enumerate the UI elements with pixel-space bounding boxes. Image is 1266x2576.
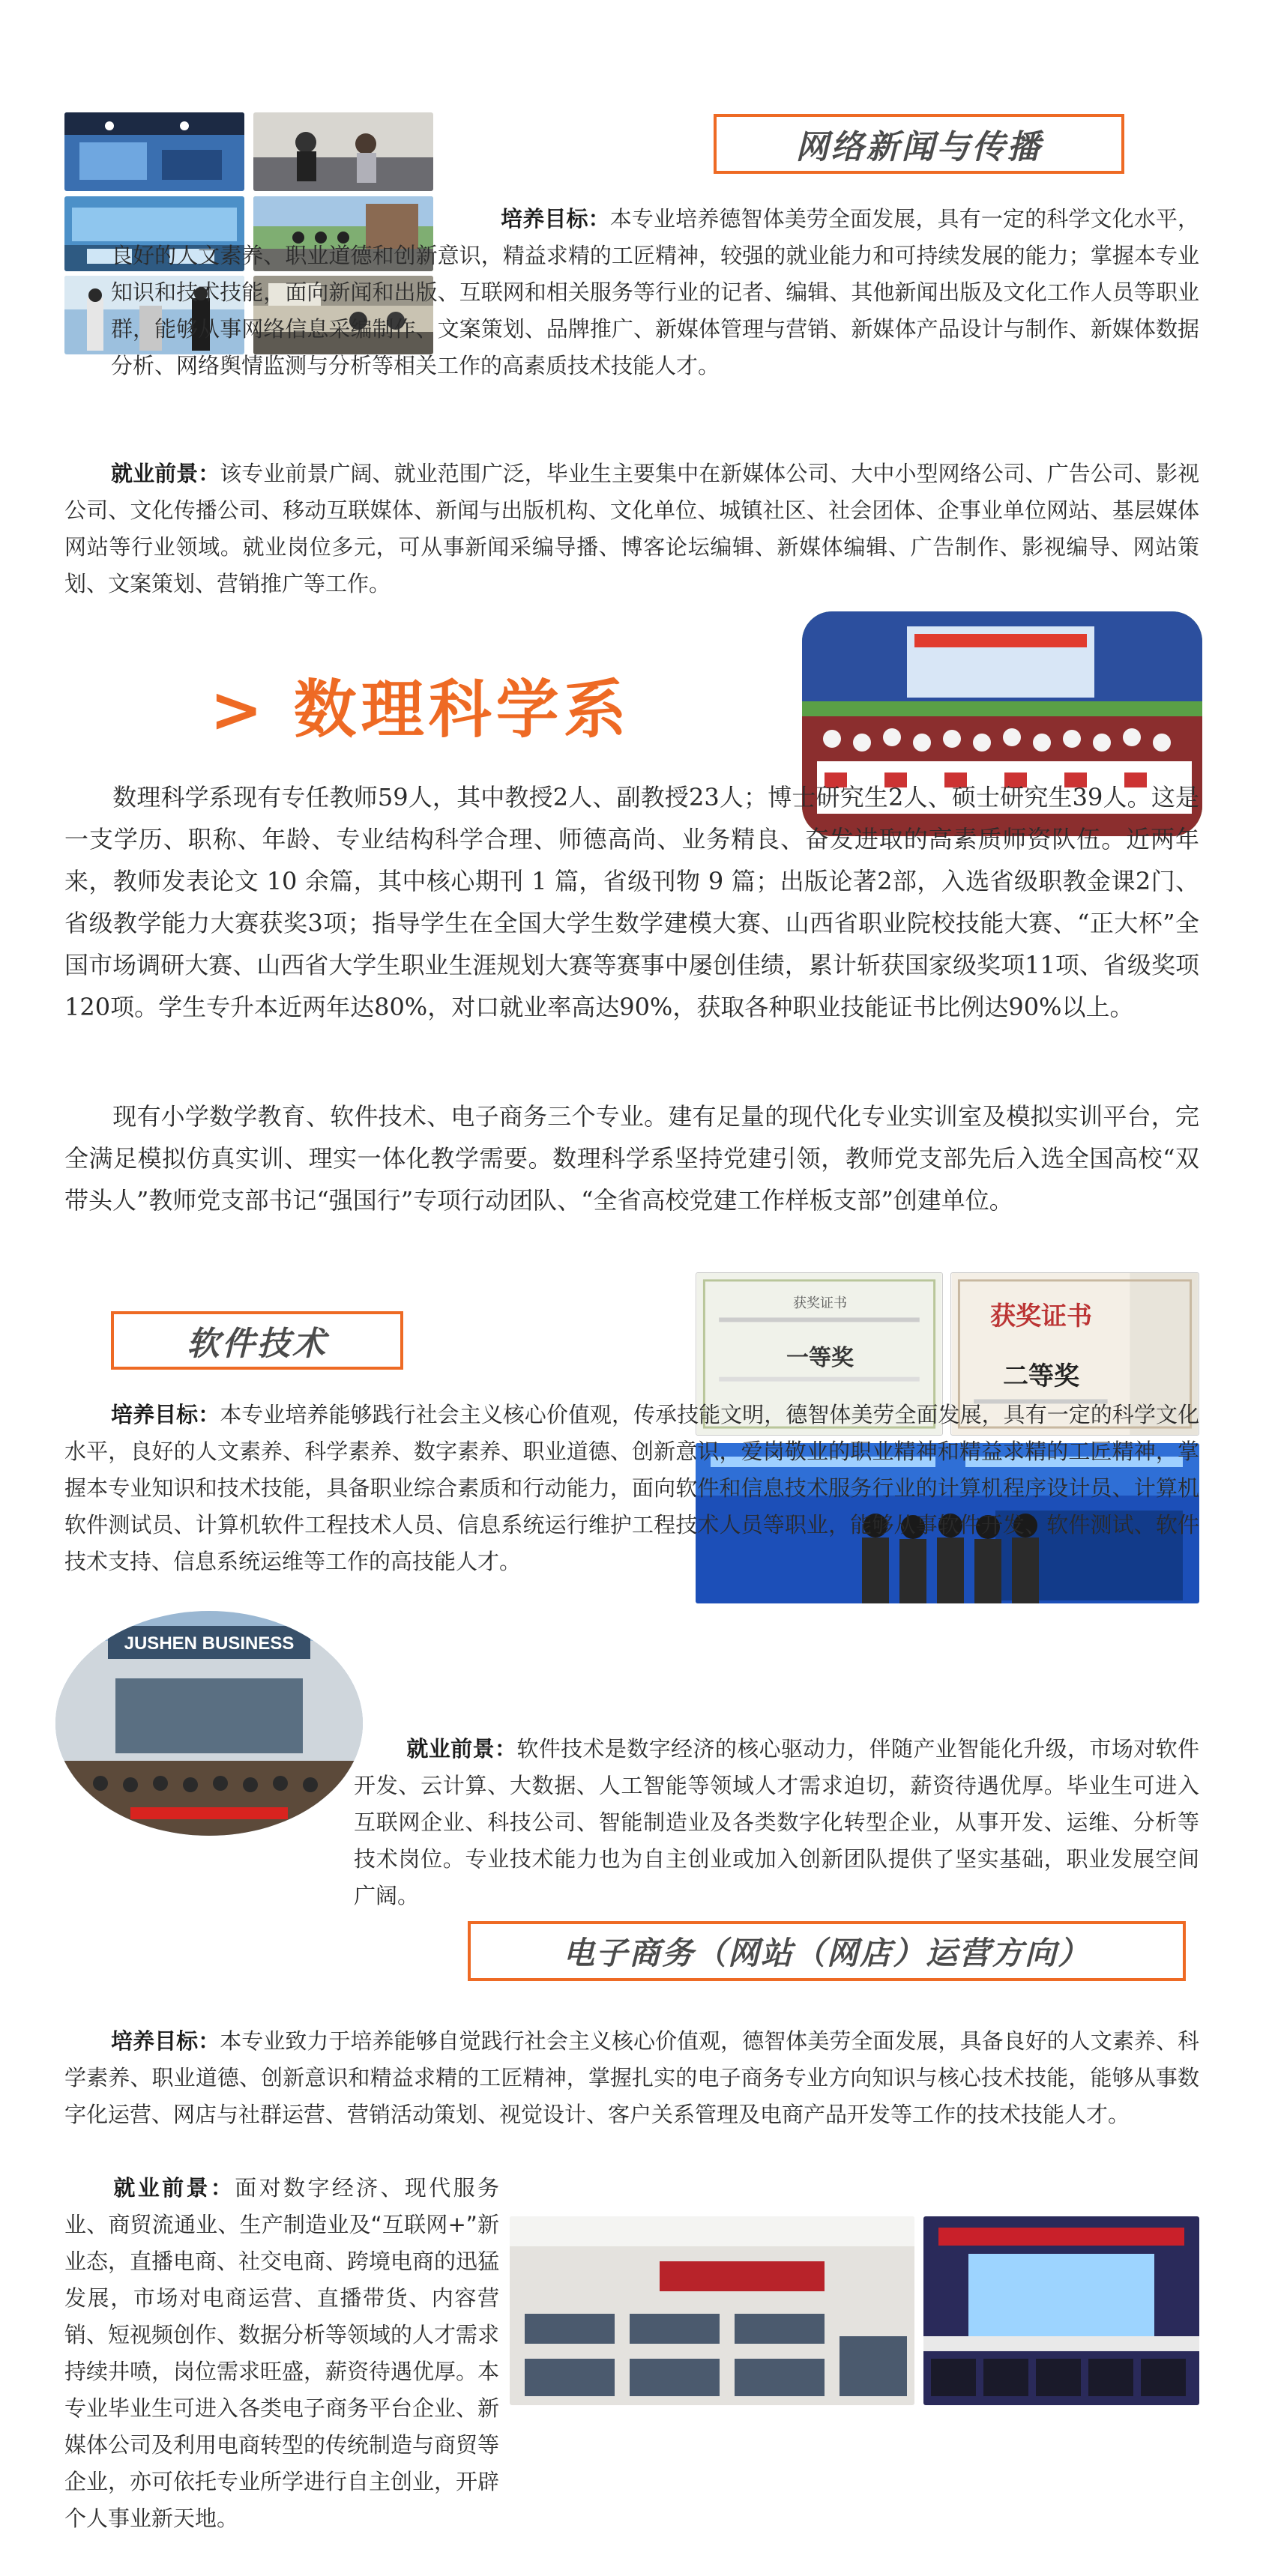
math-dept-title: > 数理科学系 bbox=[210, 673, 631, 746]
network-news-prospect-label: 就业前景： bbox=[111, 461, 220, 486]
ecommerce-training-text: 本专业致力于培养能够自觉践行社会主义核心价值观，德智体美劳全面发展，具备良好的人文素养、科学素养、职业道德、创新意识和精益求精的工匠精神，掌握扎实的电子商务专业方向知识与核心技术技能，能够从事数字化运营、网店与社群运营、营销活动策划、视觉设计、客户关系管理及电商产品开发等工作的技术技能人才。 bbox=[64, 2028, 1199, 2127]
network-news-prospect-text: 该专业前景广阔、就业范围广泛，毕业生主要集中在新媒体公司、大中小型网络公司、广告公司、影视公司、文化传播公司、移动互联媒体、新闻与出版机构、文化单位、城镇社区、社会团体、企事业单位网站、基层媒体网站等行业领域。就业岗位多元，可从事新闻采编导播、博客论坛编辑、新媒体编辑、广告制作、影视编导、网站策划、文案策划、营销推广等工作。 bbox=[64, 461, 1199, 596]
certificate-first-grade: 一等奖 bbox=[786, 1345, 854, 1371]
ecommerce-exam-photo bbox=[510, 2216, 914, 2405]
math-dept-para1 bbox=[64, 776, 1199, 1028]
software-prospect-paragraph bbox=[354, 1731, 1199, 1914]
ecommerce-prospect-text: 面对数字经济、现代服务业、商贸流通业、生产制造业及“互联网+”新业态，直播电商、社交电商、跨境电商的迅猛发展，市场对电商运营、直播带货、内容营销、短视频创作、数据分析等领域的人才需求持续井喷，岗位需求旺盛，薪资待遇优厚。本专业毕业生可进入各类电子商务平台企业、新媒体公司及利用电商转型的传统制造与商贸等企业，亦可依托专业所学进行自主创业，开辟个人事业新天地。 bbox=[64, 2175, 500, 2531]
ecommerce-prospect-label: 就业前景： bbox=[111, 2175, 235, 2201]
ecommerce-training-label: 培养目标： bbox=[111, 2028, 220, 2054]
ecommerce-prospect-paragraph bbox=[64, 2170, 499, 2537]
section-heading-network-news bbox=[714, 114, 1124, 174]
jushen-building-photo bbox=[55, 1611, 363, 1836]
certificate-second-title: 获奖证书 bbox=[990, 1301, 1092, 1331]
ecommerce-training-paragraph bbox=[64, 2023, 1199, 2133]
math-dept-para2-text: 现有小学数学教育、软件技术、电子商务三个专业。建有足量的现代化专业实训室及模拟实训平台，完全满足模拟仿真实训、理实一体化教学需要。数理科学系坚持党建引领，教师党支部先后入选全国高校“双带头人”教师党支部书记“强国行”专项行动团队、“全省高校党建工作样板支部”创建单位。 bbox=[64, 1102, 1199, 1215]
certificate-second-grade: 二等奖 bbox=[1003, 1361, 1079, 1391]
network-news-training-text: 本专业培养德智体美劳全面发展，具有一定的科学文化水平，良好的人文素养、职业道德和创新意识，精益求精的工匠精神，较强的就业能力和可持续发展的能力；掌握本专业知识和技术技能，面向新闻和出版、互联网和相关服务等行业的记者、编辑、其他新闻出版及文化工作人员等职业群，能够从事网络信息采编制作、文案策划、品牌推广、新媒体管理与营销、新媒体产品设计与制作、新媒体数据分析、网络舆情监测与分析等相关工作的高素质技术技能人才。 bbox=[111, 206, 1199, 378]
certificate-first-title: 获奖证书 bbox=[793, 1295, 847, 1311]
software-training-paragraph bbox=[64, 1397, 1199, 1580]
section-heading-software bbox=[111, 1311, 403, 1370]
studio-photo-2 bbox=[253, 112, 433, 191]
network-news-prospect-paragraph bbox=[64, 456, 1199, 602]
software-training-text: 本专业培养能够践行社会主义核心价值观，传承技能文明，德智体美劳全面发展，具有一定的科学文化水平，良好的人文素养、科学素养、数字素养、职业道德、创新意识，爱岗敬业的职业精神和精益求精的工匠精神，掌握本专业知识和技术技能，具备职业综合素质和行动能力，面向软件和信息技术服务行业的计算机程序设计员、计算机软件测试员、计算机软件工程技术人员、信息系统运行维护工程技术人员等职业，能够从事软件开发、软件测试、软件技术支持、信息系统运维等工作的高技能人才。 bbox=[64, 1402, 1199, 1574]
studio-photo-1 bbox=[64, 112, 244, 191]
section-heading-software-text: 软件技术 bbox=[187, 1325, 328, 1363]
math-dept-para2 bbox=[64, 1095, 1199, 1221]
network-news-training-label: 培养目标： bbox=[501, 206, 610, 232]
software-prospect-label: 就业前景： bbox=[406, 1736, 517, 1762]
section-heading-ecommerce bbox=[468, 1921, 1186, 1981]
software-prospect-text: 软件技术是数字经济的核心驱动力，伴随产业智能化升级，市场对软件开发、云计算、大数据、人工智能等领域人才需求迫切，薪资待遇优厚。毕业生可进入互联网企业、科技公司、智能制造业及各类数字化转型企业，从事开发、运维、分析等技术岗位。专业技术能力也为自主创业或加入创新团队提供了坚实基础，职业发展空间广阔。 bbox=[354, 1736, 1199, 1908]
section-heading-network-news-text: 网络新闻与传播 bbox=[795, 128, 1043, 166]
ecommerce-competition-photo bbox=[923, 2216, 1199, 2405]
section-heading-ecommerce-text: 电子商务（网站（网店）运营方向） bbox=[562, 1935, 1091, 1971]
software-training-label: 培养目标： bbox=[111, 1402, 220, 1427]
network-news-training-paragraph bbox=[111, 201, 1199, 384]
math-dept-para1-text: 数理科学系现有专任教师59人，其中教授2人、副教授23人；博士研究生2人、硕士研究生39人。这是一支学历、职称、年龄、专业结构科学合理、师德高尚、业务精良、奋发进取的高素质师资队伍。近两年来，教师发表论文 10 余篇，其中核心期刊 1 篇，省级刊物 9 篇；出版论著2部，入选省级职教金课2门、省级教学能力大赛获奖3项；指导学生在全国大学生数学建模大赛、山西省职业院校技能大赛、“正大杯”全国市场调研大赛、山西省大学生职业生涯规划大赛等赛事中屡创佳绩，累计斩获国家级奖项11项、省级奖项120项。学生专升本近两年达80%，对口就业率高达90%，获取各种职业技能证书比例达90%以上。 bbox=[64, 783, 1199, 1021]
building-sign-text: JUSHEN BUSINESS bbox=[124, 1633, 295, 1654]
